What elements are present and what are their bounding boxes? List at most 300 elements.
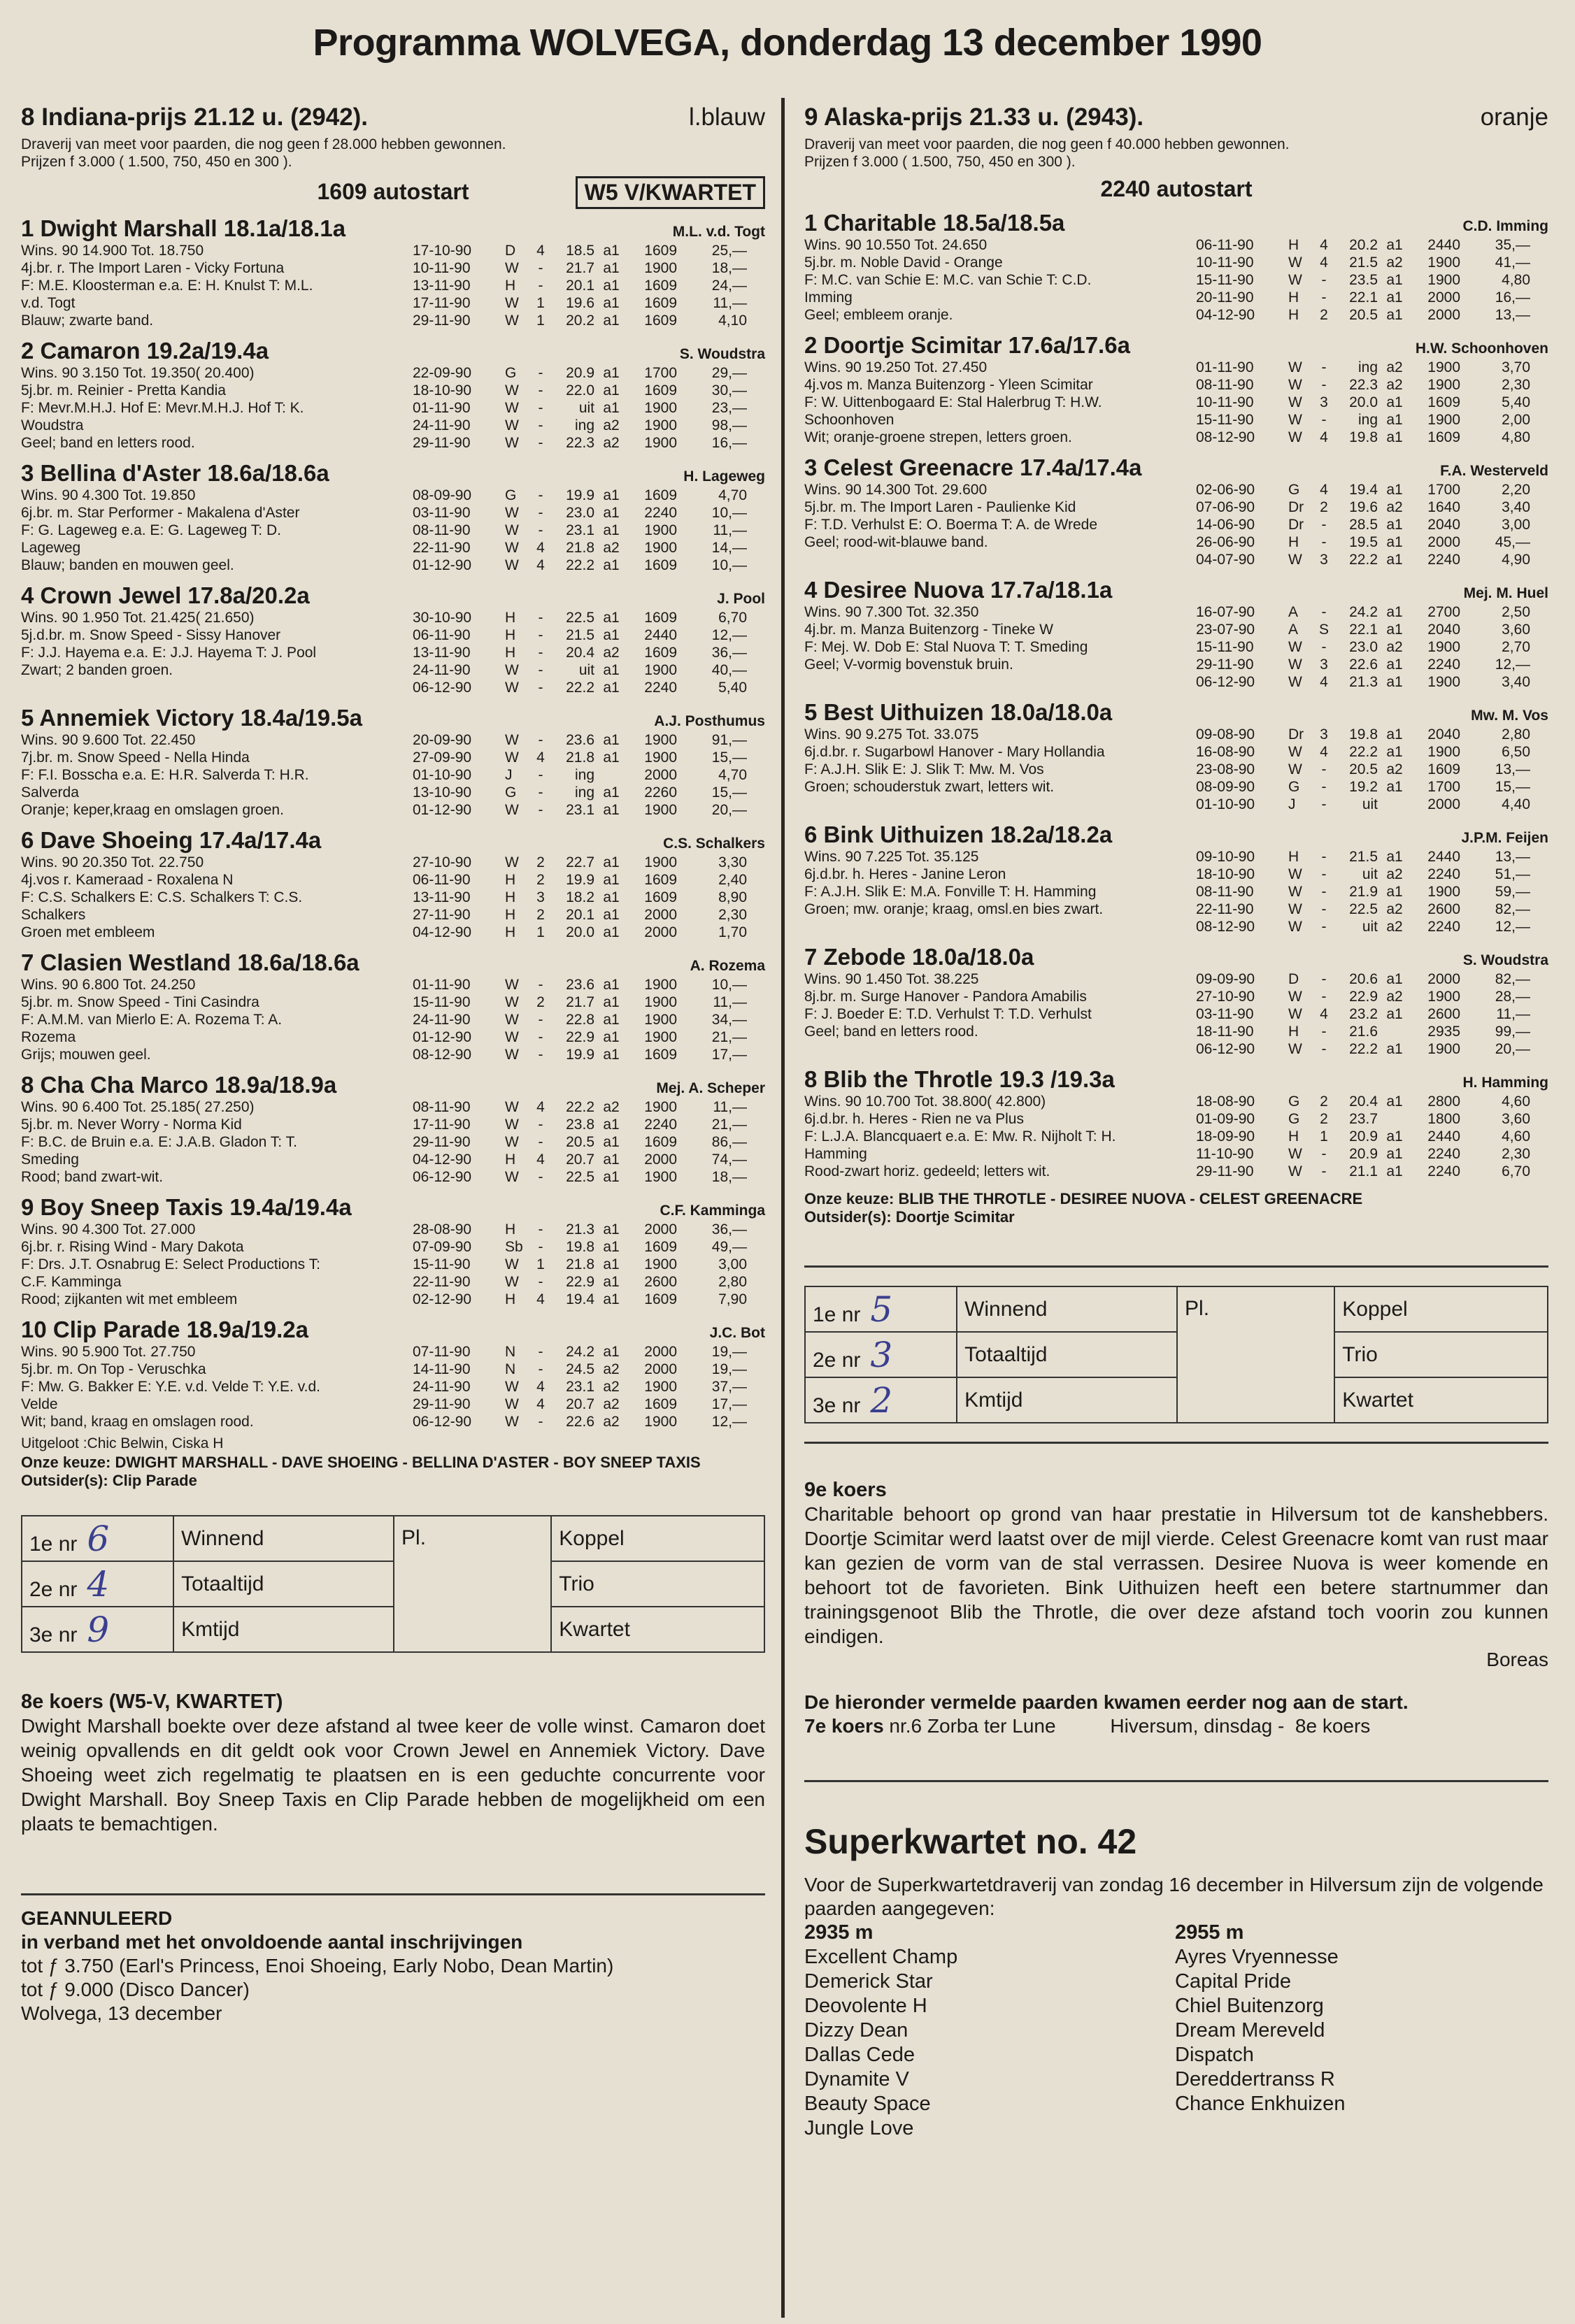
horse-form (413, 487, 765, 574)
horse-form (413, 854, 765, 941)
horse-info (21, 854, 413, 941)
form-cell: 21.9 (1349, 884, 1378, 900)
form-cell: a1 (603, 732, 620, 748)
form-cell: G (1288, 1111, 1300, 1127)
horse-info-line: Schoonhoven (804, 412, 895, 428)
form-cell: a1 (603, 522, 620, 538)
form-cell: 1609 (644, 295, 677, 311)
horse-body (21, 609, 765, 696)
form-cell: 08-11-90 (1196, 884, 1254, 900)
form-cell: 20.5 (1349, 307, 1378, 323)
form-cell: a1 (603, 924, 620, 940)
comment-title: 8e koers (W5-V, KWARTET) (21, 1691, 283, 1713)
form-cell: 3,60 (1502, 622, 1530, 638)
horse-trainer: A.J. Posthumus (654, 713, 765, 729)
form-cell: a1 (603, 994, 620, 1010)
horse-entry (21, 1194, 765, 1308)
form-cell: 23.0 (1349, 639, 1378, 655)
form-cell: 2000 (644, 767, 677, 783)
form-cell: - (1321, 779, 1327, 795)
form-cell: a1 (603, 557, 620, 573)
form-cell: W (505, 1099, 519, 1115)
form-cell: 1900 (1427, 377, 1460, 393)
form-cell: 1609 (644, 1239, 677, 1255)
form-cell: W (1288, 359, 1302, 375)
form-cell: Dr (1288, 499, 1304, 515)
form-cell: 23-08-90 (1196, 761, 1255, 777)
form-cell: - (538, 1344, 543, 1360)
form-cell: - (1321, 1041, 1327, 1057)
form-cell: 30,— (711, 382, 747, 399)
horse-info-line: Rood; band zwart-wit. (21, 1169, 164, 1185)
form-cell: 3,60 (1502, 1111, 1530, 1127)
form-cell: 21.8 (566, 749, 594, 766)
form-cell: 2 (1320, 1093, 1328, 1110)
form-row (413, 1238, 765, 1256)
superkwartet-horse: Demerick Star (804, 1970, 933, 1993)
form-cell: 19.6 (1349, 499, 1378, 515)
form-cell: 2600 (1427, 901, 1460, 917)
form-cell: a1 (603, 784, 620, 801)
horse-info-line: Groen; schouderstuk zwart, letters wit. (804, 779, 1055, 795)
form-cell: 24-11-90 (413, 1012, 471, 1028)
form-cell: 30-10-90 (413, 610, 472, 626)
form-cell: 21.3 (566, 1221, 594, 1238)
form-cell: H (505, 889, 516, 905)
form-cell: A (1288, 622, 1299, 638)
form-cell: 23.6 (566, 732, 594, 748)
form-cell: 08-11-90 (413, 522, 471, 538)
horse-info-line: Geel; V-vormig bovenstuk bruin. (804, 657, 1013, 673)
horse-info-line: 6j.br. m. Star Performer - Makalena d'Aster (21, 505, 300, 521)
form-cell (1378, 796, 1411, 813)
form-cell: a1 (1386, 1163, 1403, 1179)
form-cell: Dr (1288, 517, 1304, 533)
form-cell: W (505, 680, 519, 696)
form-cell: 2 (536, 994, 545, 1010)
form-cell: 1900 (644, 400, 677, 416)
form-cell: 20.4 (566, 645, 594, 661)
horse-header (21, 1317, 765, 1343)
race-condition-line: Draverij van meet voor paarden, die nog geen f 40.000 hebben gewonnen. (804, 136, 1290, 152)
form-cell: 20,— (1495, 1041, 1530, 1057)
form-cell: 2040 (1427, 517, 1460, 533)
form-cell: 1900 (1427, 412, 1460, 428)
form-cell: 29-11-90 (413, 1396, 471, 1412)
form-cell: a1 (603, 907, 620, 923)
horse-list (804, 210, 1548, 1180)
form-cell: 1900 (644, 260, 677, 276)
form-cell: 04-07-90 (1196, 552, 1255, 568)
form-cell: 1900 (644, 662, 677, 678)
form-row (413, 801, 765, 819)
form-cell: a1 (603, 1221, 620, 1238)
form-cell: 2240 (1427, 1146, 1460, 1162)
form-cell: a2 (603, 1396, 620, 1412)
form-cell: 14,— (711, 540, 747, 556)
form-cell: a2 (603, 417, 620, 433)
form-cell: 27-11-90 (413, 907, 471, 923)
form-cell: 4,60 (1502, 1093, 1530, 1110)
form-cell: 21.6 (1349, 1024, 1378, 1040)
horse-info-line: 5j.br. m. Reinier - Pretta Kandia (21, 382, 226, 399)
form-row (1196, 761, 1548, 778)
form-row (1196, 516, 1548, 533)
form-cell: 01-10-90 (413, 767, 472, 783)
form-cell: 21.8 (566, 540, 594, 556)
horse-info-line: Wit; band, kraag en omslagen rood. (21, 1414, 254, 1430)
horse-name: 5 Annemiek Victory 18.4a/19.5a (21, 705, 362, 731)
horse-info-line: Zwart; 2 banden groen. (21, 662, 173, 678)
bet-rank-label: 2e nr (813, 1348, 861, 1372)
form-cell (1378, 1023, 1411, 1040)
form-cell: ing (574, 784, 594, 801)
form-cell: 16-07-90 (1196, 604, 1255, 620)
form-cell: a1 (603, 295, 620, 311)
handwritten-number: 2 (870, 1379, 893, 1421)
horse-info-line: F: A.J.H. Slik E: J. Slik T: Mw. M. Vos (804, 761, 1044, 777)
form-cell: 29,— (711, 365, 747, 381)
form-cell: 10-11-90 (1196, 394, 1254, 410)
form-cell: 59,— (1495, 884, 1530, 900)
form-cell: H (505, 610, 516, 626)
form-row (1196, 673, 1548, 691)
form-cell: G (505, 365, 517, 381)
form-cell: W (505, 732, 519, 748)
form-cell: H (1288, 289, 1299, 306)
comment-title: 9e koers (804, 1479, 887, 1501)
form-cell: 01-12-90 (413, 1029, 472, 1045)
form-cell: 22.8 (566, 1012, 594, 1028)
form-cell: 19.4 (566, 1291, 594, 1307)
form-cell: - (538, 627, 543, 643)
bet-rank-label: 3e nr (813, 1393, 861, 1417)
form-cell: 2000 (1427, 289, 1460, 306)
form-cell: 08-12-90 (1196, 919, 1255, 935)
form-cell: a1 (603, 749, 620, 766)
signature: Boreas (1486, 1649, 1548, 1670)
form-row (413, 487, 765, 504)
form-cell: a1 (1386, 289, 1403, 306)
form-cell: - (1321, 534, 1327, 550)
race-condition-line: Draverij van meet voor paarden, die nog geen f 28.000 hebben gewonnen. (21, 136, 506, 152)
form-cell: W (1288, 657, 1302, 673)
form-row (1196, 778, 1548, 796)
geannuleerd-subtitle: in verband met het onvoldoende aantal inschrijvingen (21, 1931, 523, 1953)
horse-info-line: F: A.M.M. van Mierlo E: A. Rozema T: A. (21, 1012, 283, 1028)
form-cell: W (1288, 552, 1302, 568)
form-cell: a2 (1386, 901, 1403, 917)
bet-row (22, 1607, 764, 1652)
form-cell: 22.2 (566, 557, 594, 573)
form-cell: W (1288, 989, 1302, 1005)
form-cell: a1 (603, 260, 620, 276)
bet-pick-1[interactable] (22, 1516, 173, 1561)
form-cell: a1 (603, 627, 620, 643)
form-cell: W (1288, 639, 1302, 655)
bet-pick-3[interactable] (22, 1607, 173, 1652)
form-cell: G (505, 784, 517, 801)
form-cell: a1 (603, 1029, 620, 1045)
horse-header (21, 827, 765, 854)
horse-info (21, 1098, 413, 1186)
form-cell: W (505, 854, 519, 870)
horse-form (1196, 726, 1548, 813)
form-cell: a1 (1386, 657, 1403, 673)
form-cell: - (538, 732, 543, 748)
horse-info-line: 5j.br. m. Snow Speed - Tini Casindra (21, 994, 259, 1010)
superkwartet-distance: 2935 m (804, 1921, 874, 1944)
form-cell: a1 (1386, 674, 1403, 690)
form-cell: ing (1357, 412, 1378, 428)
form-cell: 1700 (1427, 779, 1460, 795)
form-cell: 09-08-90 (1196, 726, 1255, 743)
form-cell: W (1288, 429, 1302, 445)
horse-name: 10 Clip Parade 18.9a/19.2a (21, 1317, 308, 1342)
form-cell: 23.1 (566, 522, 594, 538)
form-row (413, 1273, 765, 1291)
form-cell: - (1321, 517, 1327, 533)
form-cell: 21.5 (1349, 254, 1378, 271)
form-row (413, 1343, 765, 1361)
form-cell: - (538, 260, 543, 276)
form-row (413, 1028, 765, 1046)
horse-body (804, 236, 1548, 324)
bet-pick-2[interactable] (805, 1332, 957, 1377)
horse-info-line: Oranje; keper,kraag en omslagen groen. (21, 802, 284, 818)
comment-text: Charitable behoort op grond van haar prestatie in Hilversum tot de kanshebbers. Doortje Scimitar werd laatst over de mijl vierde. Celest Greenacre komt van rust maar kan gezien de vorm van de stal verrassen. Desiree Nuova is weer komende en behoort tot de favorieten. Bink Uithuizen heeft een betere startnummer dan trainingsgenoot Blib the Throtle, die over deze afstand toch voorin zou kunnen eindigen. (804, 1503, 1548, 1647)
horse-entry (21, 827, 765, 941)
form-cell: a2 (1386, 761, 1403, 777)
divider (804, 1442, 1548, 1444)
form-cell: 3 (1320, 726, 1328, 743)
form-cell: 2240 (1427, 1163, 1460, 1179)
form-cell: 45,— (1495, 534, 1530, 550)
form-cell: 20.4 (1349, 1093, 1378, 1110)
form-cell: 1609 (1427, 394, 1460, 410)
form-cell: 22.2 (1349, 552, 1378, 568)
horse-form (413, 976, 765, 1063)
horse-entry (21, 215, 765, 329)
geannuleerd-block (21, 1907, 765, 2025)
form-cell: 4 (1320, 674, 1328, 690)
form-cell: 1609 (644, 382, 677, 399)
horse-info-line: Woudstra (21, 417, 84, 433)
superkwartet-horses (804, 1945, 1175, 2141)
form-cell: 1 (536, 1256, 545, 1272)
form-cell: 82,— (1495, 971, 1530, 987)
form-cell: 2240 (1427, 919, 1460, 935)
form-row (413, 889, 765, 906)
form-cell: - (1321, 866, 1327, 882)
form-row (1196, 901, 1548, 918)
form-cell: 19.4 (1349, 482, 1378, 498)
form-cell: 27-10-90 (1196, 989, 1255, 1005)
race-distance: 1609 autostart (317, 179, 469, 204)
form-cell: 19.6 (566, 295, 594, 311)
form-cell: 98,— (711, 417, 747, 433)
form-cell: a2 (1386, 919, 1403, 935)
form-cell: 08-12-90 (1196, 429, 1255, 445)
form-cell: 2260 (644, 784, 677, 801)
horse-info-line: Velde (21, 1396, 58, 1412)
form-row (413, 417, 765, 434)
form-cell: a1 (603, 243, 620, 259)
form-row (413, 661, 765, 679)
form-cell: 1900 (644, 1256, 677, 1272)
form-cell: 1609 (644, 889, 677, 905)
horse-body (804, 1093, 1548, 1180)
bet-pick-3[interactable] (805, 1377, 957, 1423)
form-cell: - (538, 1239, 543, 1255)
form-cell: 10,— (711, 557, 747, 573)
trio-cell: Trio (1334, 1332, 1548, 1377)
form-cell: 2240 (1427, 866, 1460, 882)
form-cell: 24.2 (1349, 604, 1378, 620)
form-cell: uit (1362, 866, 1378, 882)
race-prize-line: Prijzen f 3.000 ( 1.500, 750, 450 en 300 ). (21, 154, 292, 170)
horse-info-line: 5j.br. m. On Top - Veruschka (21, 1361, 206, 1377)
form-cell: 1609 (644, 610, 677, 626)
horse-info-line: Groen met embleem (21, 924, 155, 940)
form-cell: H (1288, 849, 1299, 865)
form-cell: 2240 (644, 1117, 677, 1133)
horse-trainer: Mw. M. Vos (1471, 708, 1548, 724)
form-cell: W (505, 1256, 519, 1272)
form-cell: 19.5 (1349, 534, 1378, 550)
form-cell: - (538, 1047, 543, 1063)
form-cell: 26-06-90 (1196, 534, 1255, 550)
form-cell: 07-06-90 (1196, 499, 1255, 515)
form-row (1196, 1145, 1548, 1163)
form-cell: 24-11-90 (413, 1379, 471, 1395)
form-row (1196, 1040, 1548, 1058)
form-cell: 2,80 (1502, 726, 1530, 743)
horse-info-line: F: G. Lageweg e.a. E: G. Lageweg T: D. (21, 522, 281, 538)
form-cell: a1 (1386, 1146, 1403, 1162)
form-cell: 2000 (1427, 971, 1460, 987)
form-row (1196, 866, 1548, 883)
form-cell: - (1321, 377, 1327, 393)
form-cell: 1800 (1427, 1111, 1460, 1127)
form-cell: 28.5 (1349, 517, 1378, 533)
form-row (1196, 533, 1548, 551)
form-cell: 06-12-90 (413, 680, 472, 696)
horse-header (804, 944, 1548, 970)
form-cell: - (538, 1117, 543, 1133)
form-row (1196, 551, 1548, 568)
form-cell: 15,— (711, 749, 747, 766)
horse-entry (804, 1066, 1548, 1180)
horse-form (1196, 1093, 1548, 1180)
bet-rank-label: 1e nr (29, 1532, 78, 1556)
form-cell: a1 (603, 662, 620, 678)
form-cell: 1900 (1427, 884, 1460, 900)
form-cell: 4 (536, 1099, 545, 1115)
form-row (1196, 254, 1548, 271)
horse-info-line: Wins. 90 9.600 Tot. 22.450 (21, 732, 196, 748)
form-row (413, 539, 765, 557)
horse-trainer: M.L. v.d. Togt (672, 224, 765, 240)
form-cell: 28,— (1495, 989, 1530, 1005)
earlier-race: 7e koers (804, 1715, 884, 1737)
form-cell: 3 (1320, 552, 1328, 568)
horse-header (804, 822, 1548, 848)
horse-info-line: Geel; rood-wit-blauwe band. (804, 534, 988, 550)
horse-body (804, 359, 1548, 446)
form-cell: 2000 (644, 1221, 677, 1238)
form-cell: 15-11-90 (413, 994, 471, 1010)
race-color: oranje (1480, 103, 1548, 131)
form-row (413, 1116, 765, 1133)
form-cell: 22.2 (566, 680, 594, 696)
handwritten-number: 4 (87, 1563, 110, 1605)
form-cell: 01-12-90 (413, 802, 472, 818)
form-cell: 01-11-90 (413, 977, 471, 993)
form-cell: - (538, 1029, 543, 1045)
form-cell: D (505, 243, 516, 259)
form-cell: 4 (1320, 482, 1328, 498)
page-title: Programma WOLVEGA, donderdag 13 december 1990 (313, 22, 1262, 64)
form-cell: H (505, 907, 516, 923)
bet-pick-2[interactable] (22, 1561, 173, 1607)
form-cell: 24.2 (566, 1344, 594, 1360)
column-divider (781, 98, 785, 2318)
horse-entry (804, 454, 1548, 568)
form-row (1196, 848, 1548, 866)
form-cell: 1900 (644, 1029, 677, 1045)
horse-body (804, 481, 1548, 568)
horse-name: 7 Zebode 18.0a/18.0a (804, 944, 1034, 970)
form-cell: 2000 (1427, 796, 1460, 812)
form-cell: 11,— (713, 295, 747, 311)
horse-info-line: F: L.J.A. Blancquaert e.a. E: Mw. R. Nijholt T: H. (804, 1128, 1116, 1145)
form-cell: 22.3 (566, 435, 594, 451)
bet-form (804, 1286, 1548, 1423)
bet-form (21, 1515, 765, 1653)
form-cell: 4 (1320, 429, 1328, 445)
bet-pick-1[interactable] (805, 1286, 957, 1332)
form-cell: ing (574, 417, 594, 433)
form-cell: 20.9 (1349, 1128, 1378, 1145)
horse-entry (21, 1072, 765, 1186)
form-cell: a1 (1386, 622, 1403, 638)
horse-info-line: 4j.vos m. Manza Buitenzorg - Yleen Scimitar (804, 377, 1093, 393)
form-cell: 37,— (711, 1379, 747, 1395)
form-cell: - (538, 645, 543, 661)
bet-row (22, 1516, 764, 1561)
horse-entry (21, 460, 765, 574)
superkwartet-title: Superkwartet no. 42 (804, 1822, 1137, 1861)
form-cell: 18,— (711, 260, 747, 276)
form-cell: a2 (1386, 254, 1403, 271)
form-cell: G (1288, 779, 1300, 795)
form-cell: W (1288, 254, 1302, 271)
form-cell: W (505, 435, 519, 451)
horse-info-line: F: C.S. Schalkers E: C.S. Schalkers T: C.S. (21, 889, 303, 905)
form-cell: W (505, 977, 519, 993)
horse-info (21, 242, 413, 329)
form-cell: 22.2 (1349, 1041, 1378, 1057)
form-cell: 2000 (644, 1152, 677, 1168)
form-cell: W (505, 295, 519, 311)
form-cell: 2,80 (718, 1274, 747, 1290)
form-row (1196, 236, 1548, 254)
form-cell: 3,30 (718, 854, 747, 870)
form-cell: W (505, 400, 519, 416)
form-cell: W (1288, 1146, 1302, 1162)
form-cell: uit (1362, 796, 1378, 812)
